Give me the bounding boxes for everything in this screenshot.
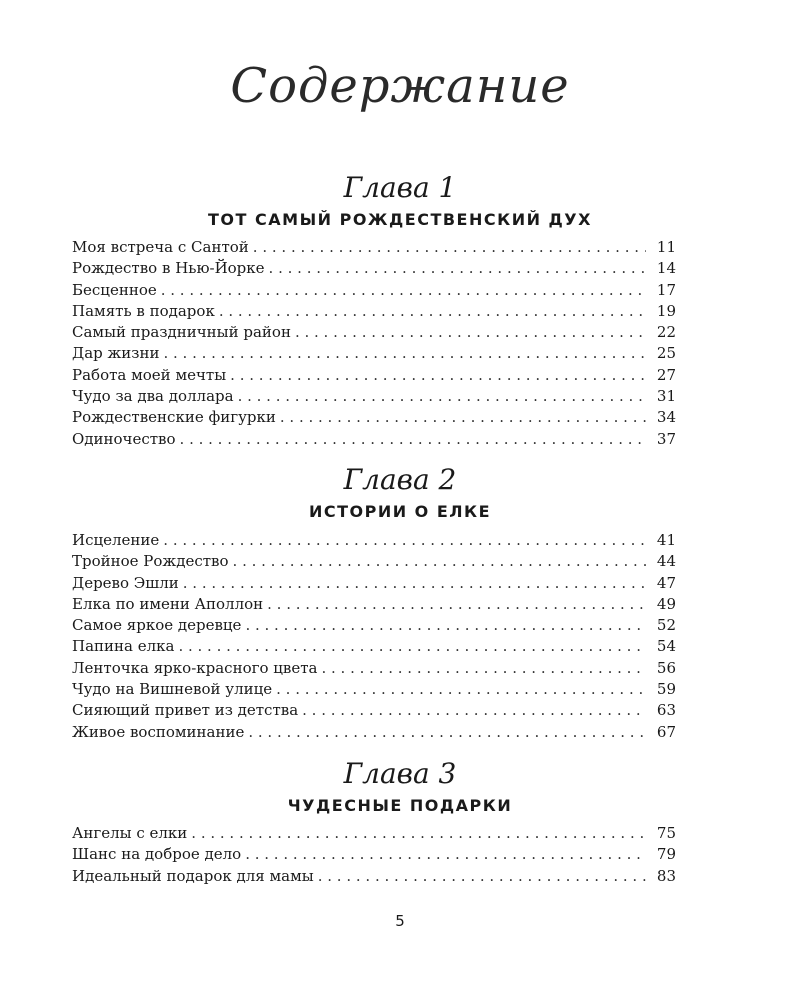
chapter-subtitle: ТОТ САМЫЙ РОЖДЕСТВЕНСКИЙ ДУХ <box>208 210 592 229</box>
toc-entry-title: Рождество в Нью-Йорке <box>72 259 265 278</box>
chapter-subtitle: ИСТОРИИ О ЕЛКЕ <box>308 502 492 521</box>
chapter-heading <box>0 464 800 522</box>
leader-dots <box>321 658 646 679</box>
leader-dots <box>163 343 646 364</box>
toc-entry-title: Бесценное <box>72 280 157 299</box>
leader-dots <box>219 301 646 322</box>
toc-entry-title: Идеальный подарок для мамы <box>72 866 314 885</box>
toc-entry[interactable] <box>72 823 676 844</box>
toc-entry-title: Елка по имени Аполлон <box>72 594 264 613</box>
toc-entry[interactable] <box>72 407 676 428</box>
leader-dots <box>318 866 646 887</box>
toc-entry-title: Дерево Эшли <box>72 573 179 592</box>
toc-entry-title: Тройное Рождество <box>72 552 229 571</box>
toc-list <box>72 530 676 743</box>
toc-entry-title: Одиночество <box>72 429 176 448</box>
toc-entry[interactable] <box>72 386 676 407</box>
chapter-label: Глава 2 <box>343 463 457 496</box>
toc-entry[interactable] <box>72 343 676 364</box>
toc-entry-page: 14 <box>656 259 676 278</box>
leader-dots <box>267 594 646 615</box>
page-number: 5 <box>395 912 405 930</box>
leader-dots <box>178 636 646 657</box>
toc-entry-page: 34 <box>656 408 676 427</box>
toc-entry-page: 17 <box>656 280 676 299</box>
toc-entry-title: Рождественские фигурки <box>72 408 276 427</box>
toc-entry[interactable] <box>72 237 676 258</box>
leader-dots <box>191 823 646 844</box>
toc-entry-page: 27 <box>656 365 676 384</box>
toc-entry-page: 41 <box>656 531 676 549</box>
toc-entry-title: Сияющий привет из детства <box>72 701 299 720</box>
toc-entry[interactable] <box>72 429 676 450</box>
toc-entry[interactable] <box>72 679 676 700</box>
chapter-heading <box>0 172 800 230</box>
toc-entry[interactable] <box>72 322 676 343</box>
toc-entry-title: Ленточка ярко-красного цвета <box>72 658 318 677</box>
toc-entry-title: Работа моей мечты <box>72 365 227 384</box>
leader-dots <box>245 844 646 865</box>
leader-dots <box>238 386 646 407</box>
leader-dots <box>163 530 646 551</box>
leader-dots <box>248 722 646 743</box>
toc-entry-title: Живое воспоминание <box>72 722 245 741</box>
toc-entry[interactable] <box>72 615 676 636</box>
toc-entry-page: 25 <box>656 344 676 363</box>
toc-entry-page: 63 <box>656 701 676 720</box>
toc-entry-page: 37 <box>656 429 676 448</box>
toc-entry[interactable] <box>72 700 676 721</box>
toc-entry[interactable] <box>72 844 676 865</box>
toc-entry-page: 52 <box>656 616 676 635</box>
chapter-heading <box>0 758 800 816</box>
toc-entry[interactable] <box>72 551 676 572</box>
toc-entry[interactable] <box>72 594 676 615</box>
toc-entry-title: Чудо на Вишневой улице <box>72 680 273 699</box>
toc-entry-page: 49 <box>656 594 676 613</box>
toc-entry-title: Дар жизни <box>72 344 160 363</box>
toc-entry-page: 67 <box>656 722 676 741</box>
leader-dots <box>233 551 646 572</box>
toc-entry-page: 79 <box>656 845 676 864</box>
leader-dots <box>180 429 646 450</box>
toc-entry-title: Моя встреча с Сантой <box>72 238 249 256</box>
toc-entry-page: 11 <box>656 238 676 256</box>
toc-list <box>72 823 676 887</box>
toc-entry-title: Самое яркое деревце <box>72 616 242 635</box>
toc-entry[interactable] <box>72 365 676 386</box>
toc-entry-title: Самый праздничный район <box>72 323 291 342</box>
toc-entry[interactable] <box>72 258 676 279</box>
leader-dots <box>245 615 646 636</box>
leader-dots <box>161 280 646 301</box>
toc-entry[interactable] <box>72 573 676 594</box>
toc-entry-page: 83 <box>656 866 676 885</box>
toc-entry-title: Шанс на доброе дело <box>72 845 242 864</box>
leader-dots <box>302 700 646 721</box>
toc-entry-page: 59 <box>656 680 676 699</box>
toc-entry-page: 75 <box>656 824 676 842</box>
leader-dots <box>276 679 646 700</box>
leader-dots <box>269 258 646 279</box>
toc-entry[interactable] <box>72 866 676 887</box>
toc-entry-page: 47 <box>656 573 676 592</box>
toc-list <box>72 237 676 450</box>
leader-dots <box>280 407 646 428</box>
toc-entry-page: 54 <box>656 637 676 656</box>
toc-entry-page: 56 <box>656 658 676 677</box>
toc-entry-page: 31 <box>656 387 676 406</box>
toc-entry-title: Исцеление <box>72 531 160 549</box>
page-title: Содержание <box>230 58 570 114</box>
chapter-label: Глава 3 <box>343 757 457 790</box>
leader-dots <box>230 365 646 386</box>
toc-entry[interactable] <box>72 658 676 679</box>
toc-entry[interactable] <box>72 636 676 657</box>
toc-entry-page: 22 <box>656 323 676 342</box>
toc-entry-title: Папина елка <box>72 637 175 656</box>
leader-dots <box>183 573 646 594</box>
leader-dots <box>295 322 646 343</box>
leader-dots <box>253 237 646 258</box>
toc-entry[interactable] <box>72 280 676 301</box>
chapter-label: Глава 1 <box>343 171 457 204</box>
chapter-subtitle: ЧУДЕСНЫЕ ПОДАРКИ <box>287 796 513 815</box>
toc-entry-title: Память в подарок <box>72 301 215 320</box>
toc-entry[interactable] <box>72 530 676 551</box>
toc-entry-title: Чудо за два доллара <box>72 387 234 406</box>
toc-entry-title: Ангелы с елки <box>72 824 188 842</box>
toc-entry-page: 19 <box>656 301 676 320</box>
toc-entry[interactable] <box>72 722 676 743</box>
toc-entry[interactable] <box>72 301 676 322</box>
toc-entry-page: 44 <box>656 552 676 571</box>
